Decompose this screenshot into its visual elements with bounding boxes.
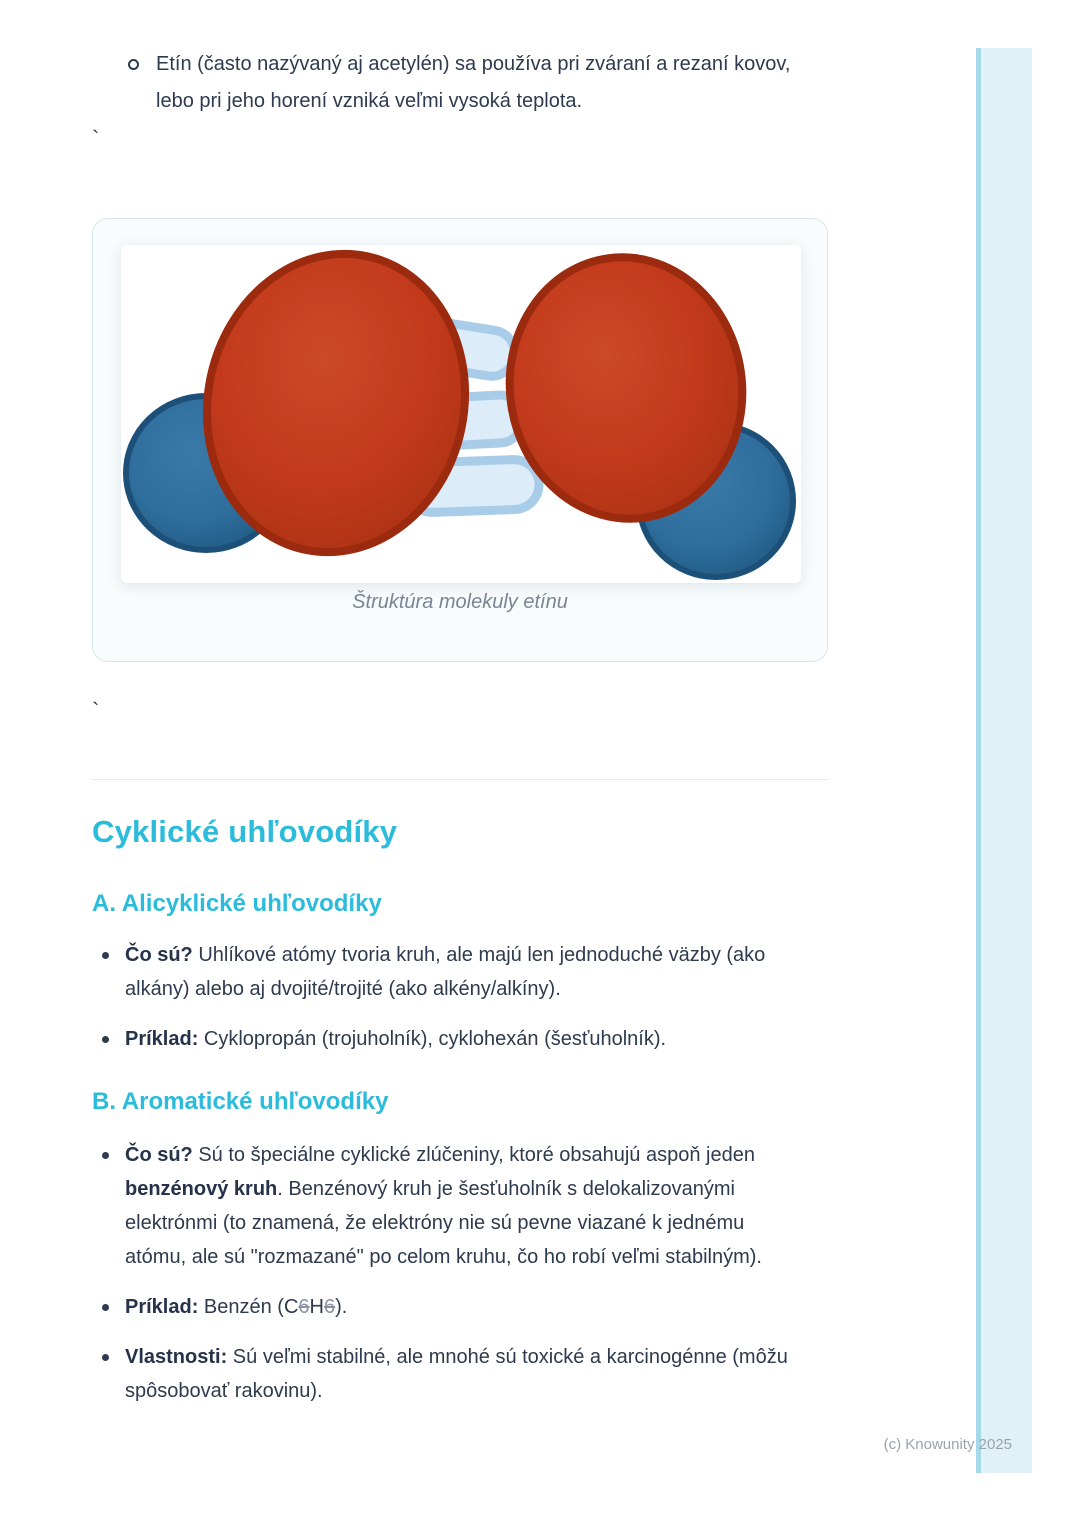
intro-bullet-text: Etín (často nazývaný aj acetylén) sa používa pri zváraní a rezaní kovov, lebo pri jeho horení vzniká veľmi vysoká teplota.	[156, 53, 791, 112]
bullet-text: . Benzénový kruh je šesťuholník s delokalizovanými elektrónmi (to znamená, že elektróny nie sú pevne viazané k jednému atómu, ale sú "rozmazané" po celom kruhu, čo ho robí veľmi stabilným).	[125, 1178, 762, 1268]
section-divider	[92, 779, 828, 780]
bullet-label: Čo sú?	[125, 1144, 193, 1166]
figure-card	[92, 218, 828, 662]
bullet-text: ).	[335, 1296, 348, 1318]
right-accent-strip	[976, 48, 1032, 1473]
list-item	[92, 1290, 828, 1324]
bullet-text: Sú veľmi stabilné, ale mnohé sú toxické a karcinogénne (môžu spôsobovať rakovinu).	[125, 1346, 788, 1402]
bullet-label: Vlastnosti:	[125, 1346, 228, 1368]
list-item	[92, 1022, 828, 1056]
bullet-text: Uhlíkové atómy tvoria kruh, ale majú len jednoduché väzby (ako alkány) alebo aj dvojité/trojité (ako alkény/alkíny).	[125, 944, 766, 1000]
bullet-text: Cyklopropán (trojuholník), cyklohexán (šesťuholník).	[198, 1028, 667, 1050]
strikethrough-digit: 6	[324, 1296, 336, 1318]
bullet-text: Sú to špeciálne cyklické zlúčeniny, ktoré obsahujú aspoň jeden	[192, 1144, 755, 1166]
figure-caption: Štruktúra molekuly etínu	[352, 591, 568, 613]
stray-backtick: `	[92, 698, 100, 723]
bullet-label: Príklad:	[125, 1028, 199, 1050]
stray-backtick: `	[92, 126, 100, 151]
subsection-b-list	[92, 1138, 828, 1408]
ethyne-molecule-drawing	[121, 245, 801, 583]
bold-term: benzénový kruh	[125, 1178, 278, 1200]
molecule-illustration	[121, 245, 801, 583]
bullet-text: Benzén (C	[198, 1296, 299, 1318]
list-item	[92, 1138, 828, 1274]
subsection-a-list	[92, 938, 828, 1056]
intro-list	[92, 46, 828, 120]
list-item	[92, 1340, 828, 1408]
bullet-text: H	[309, 1296, 324, 1318]
section-title: Cyklické uhľovodíky	[92, 814, 398, 849]
list-item	[92, 938, 828, 1006]
list-item	[92, 46, 828, 120]
bullet-label: Príklad:	[125, 1296, 199, 1318]
strikethrough-digit: 6	[298, 1296, 310, 1318]
subsection-a-title: A. Alicyklické uhľovodíky	[92, 890, 382, 917]
subsection-b-title: B. Aromatické uhľovodíky	[92, 1088, 389, 1115]
copyright-watermark: (c) Knowunity 2025	[883, 1436, 1012, 1453]
bullet-label: Čo sú?	[125, 944, 193, 966]
